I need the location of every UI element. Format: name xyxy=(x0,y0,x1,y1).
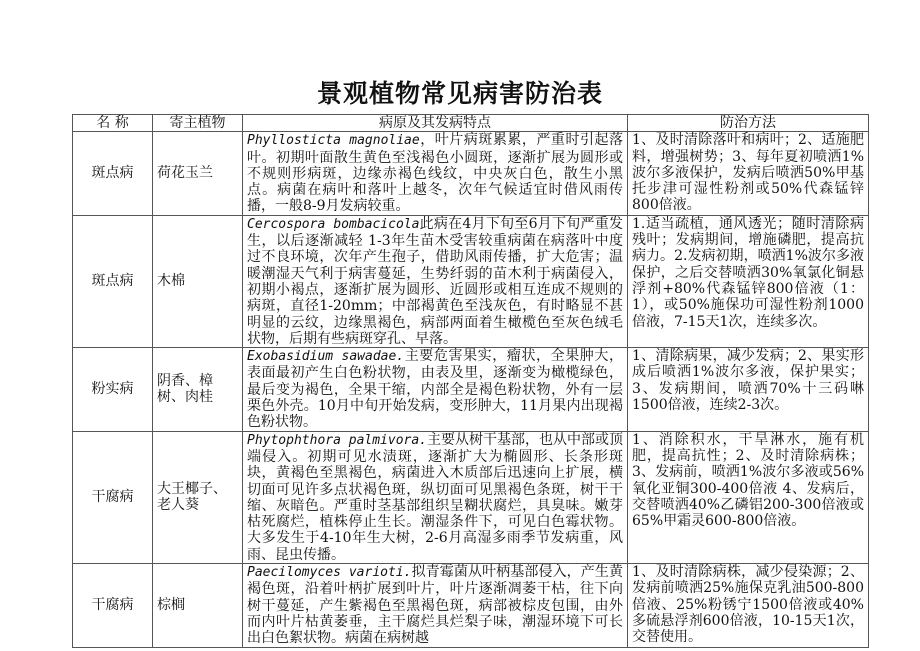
disease-name: 干腐病 xyxy=(73,564,153,647)
control-method: 1、消除积水，干旱淋水，施有机肥，提高抗性；2、及时清除病株；3、发病前，喷洒1%波尔多液或56%氧化亚铜300-400倍液 4、发病后，交替喷洒40%乙磷铝200-300倍液或65%甲霜灵600-800倍液。 xyxy=(628,431,869,563)
host-plant: 阴香、樟树、肉桂 xyxy=(153,348,243,431)
pathogen-description: 主要从树干基部，也从中部或顶端侵入。初期可见水渍斑，逐渐扩大为椭圆形、长条形斑块，黄褐色至黑褐色，病菌进入木质部后迅速向上扩展，横切面可见许多点状褐色斑，纵切面可见黑褐色条斑，树干干缩、灰暗色。严重时茎基部组织呈糊状腐烂，具臭味。嫩芽枯死腐烂，植株停止生长。潮湿条件下，可见白色霉状物。大多发生于4-10年生大树，2-6月高湿多雨季节发病重，风雨、昆虫传播。 xyxy=(247,431,624,563)
control-method: 1、清除病果，减少发病；2、果实形成后喷洒1%波尔多液，保护果实；3、发病期间，喷洒70%十三码啉1500倍液，连续2-3次。 xyxy=(628,348,869,431)
header-pathogen: 病原及其发病特点 xyxy=(243,115,628,132)
pathogen-cell xyxy=(243,348,628,431)
pathogen-latin: Exobasidium sawadae. xyxy=(247,349,405,365)
disease-name: 干腐病 xyxy=(73,431,153,563)
pathogen-description: 拟青霉菌从叶柄基部侵入，产生黄褐色斑，沿着叶柄扩展到叶片，叶片逐渐凋萎干枯，往下向树干蔓延，产生紫褐色至黑褐色斑，病部被棕皮包围，由外而内叶片枯黄萎垂，主干腐烂具烂梨子味，潮湿环境下可长出白色絮状物。病菌在病树越 xyxy=(247,564,623,647)
control-method: 1、及时清除落叶和病叶；2、适施肥料，增强树势；3、每年夏初喷洒1%波尔多液保护，发病后喷洒50%甲基托步津可湿性粉剂或50%代森锰锌800倍液。 xyxy=(628,132,869,215)
table-row xyxy=(73,564,869,647)
pathogen-description: ，叶片病斑累累，严重时引起落叶。初期叶面散生黄色至浅褐色小圆斑，逐渐扩展为圆形或不规则形病斑，边缘赤褐色线纹，中央灰白色，散生小黑点。病菌在病叶和落叶上越冬，次年气候适宜时借风雨传播，一般8-9月发病较重。 xyxy=(247,132,624,215)
disease-name: 斑点病 xyxy=(73,215,153,347)
table-header-row xyxy=(73,115,869,132)
header-name: 名 称 xyxy=(73,115,153,132)
header-host: 寄主植物 xyxy=(153,115,243,132)
table-row xyxy=(73,431,869,563)
table-row xyxy=(73,132,869,215)
pathogen-latin: Phyllosticta magnoliae xyxy=(247,133,420,149)
disease-name: 斑点病 xyxy=(73,132,153,215)
control-method: 1、及时清除病株，减少侵染源；2、发病前喷洒25%施保克乳油500-800倍液、25%粉锈宁1500倍液或40%多硫悬浮剂600倍液，10-15天1次，交替使用。 xyxy=(628,564,869,647)
pathogen-cell xyxy=(243,431,628,563)
pathogen-latin: Paecilomyces varioti. xyxy=(247,565,412,581)
pathogen-description: 此病在4月下旬至6月下旬严重发生，以后逐渐减轻 1-3年生苗木受害较重病菌在病落叶中度过不良环境，次年产生孢子，借助风雨传播，扩大危害；温暖潮湿天气利于病害蔓延，生势纤弱的苗木利于病菌侵入，初期小褐点，逐渐扩展为圆形、近圆形或相互连成不规则的病斑，直径1-20mm；中部褐黄色至浅灰色，有时略显不甚明显的云纹，边缘黑褐色，病部两面着生橄榄色至灰色绒毛状物，后期有些病斑穿孔、早落。 xyxy=(247,215,623,347)
pathogen-cell xyxy=(243,564,628,647)
disease-control-table xyxy=(72,114,869,648)
pathogen-description: 主要危害果实，瘤状，全果肿大，表面最初产生白色粉状物，由表及里，逐渐变为橄榄绿色，最后变为褐色，全果干缩，内部全是褐色粉状物，外有一层栗色外壳。10月中旬开始发病，变形肿大，11月果内出现褐色粉状物。 xyxy=(247,348,623,431)
pathogen-latin: Cercospora bombacicola xyxy=(247,216,420,232)
pathogen-latin: Phytophthora palmivora. xyxy=(247,432,428,448)
host-plant: 大王椰子、老人葵 xyxy=(153,431,243,563)
pathogen-cell xyxy=(243,132,628,215)
table-row xyxy=(73,215,869,347)
document-title: 景观植物常见病害防治表 xyxy=(316,79,603,108)
table-row xyxy=(73,348,869,431)
host-plant: 棕榈 xyxy=(153,564,243,647)
header-control: 防治方法 xyxy=(628,115,869,132)
host-plant: 木棉 xyxy=(153,215,243,347)
control-method: 1.适当疏植，通风透光；随时清除病残叶；发病期间，增施磷肥，提高抗病力。2.发病初期，喷洒1%波尔多液保护，之后交替喷洒30%氧氯化铜悬浮剂+80%代森锰锌800倍液（1：1），或50%施保功可湿性粉剂1000倍液，7-15天1次，连续多次。 xyxy=(628,215,869,347)
disease-name: 粉实病 xyxy=(73,348,153,431)
host-plant: 荷花玉兰 xyxy=(153,132,243,215)
pathogen-cell xyxy=(243,215,628,347)
